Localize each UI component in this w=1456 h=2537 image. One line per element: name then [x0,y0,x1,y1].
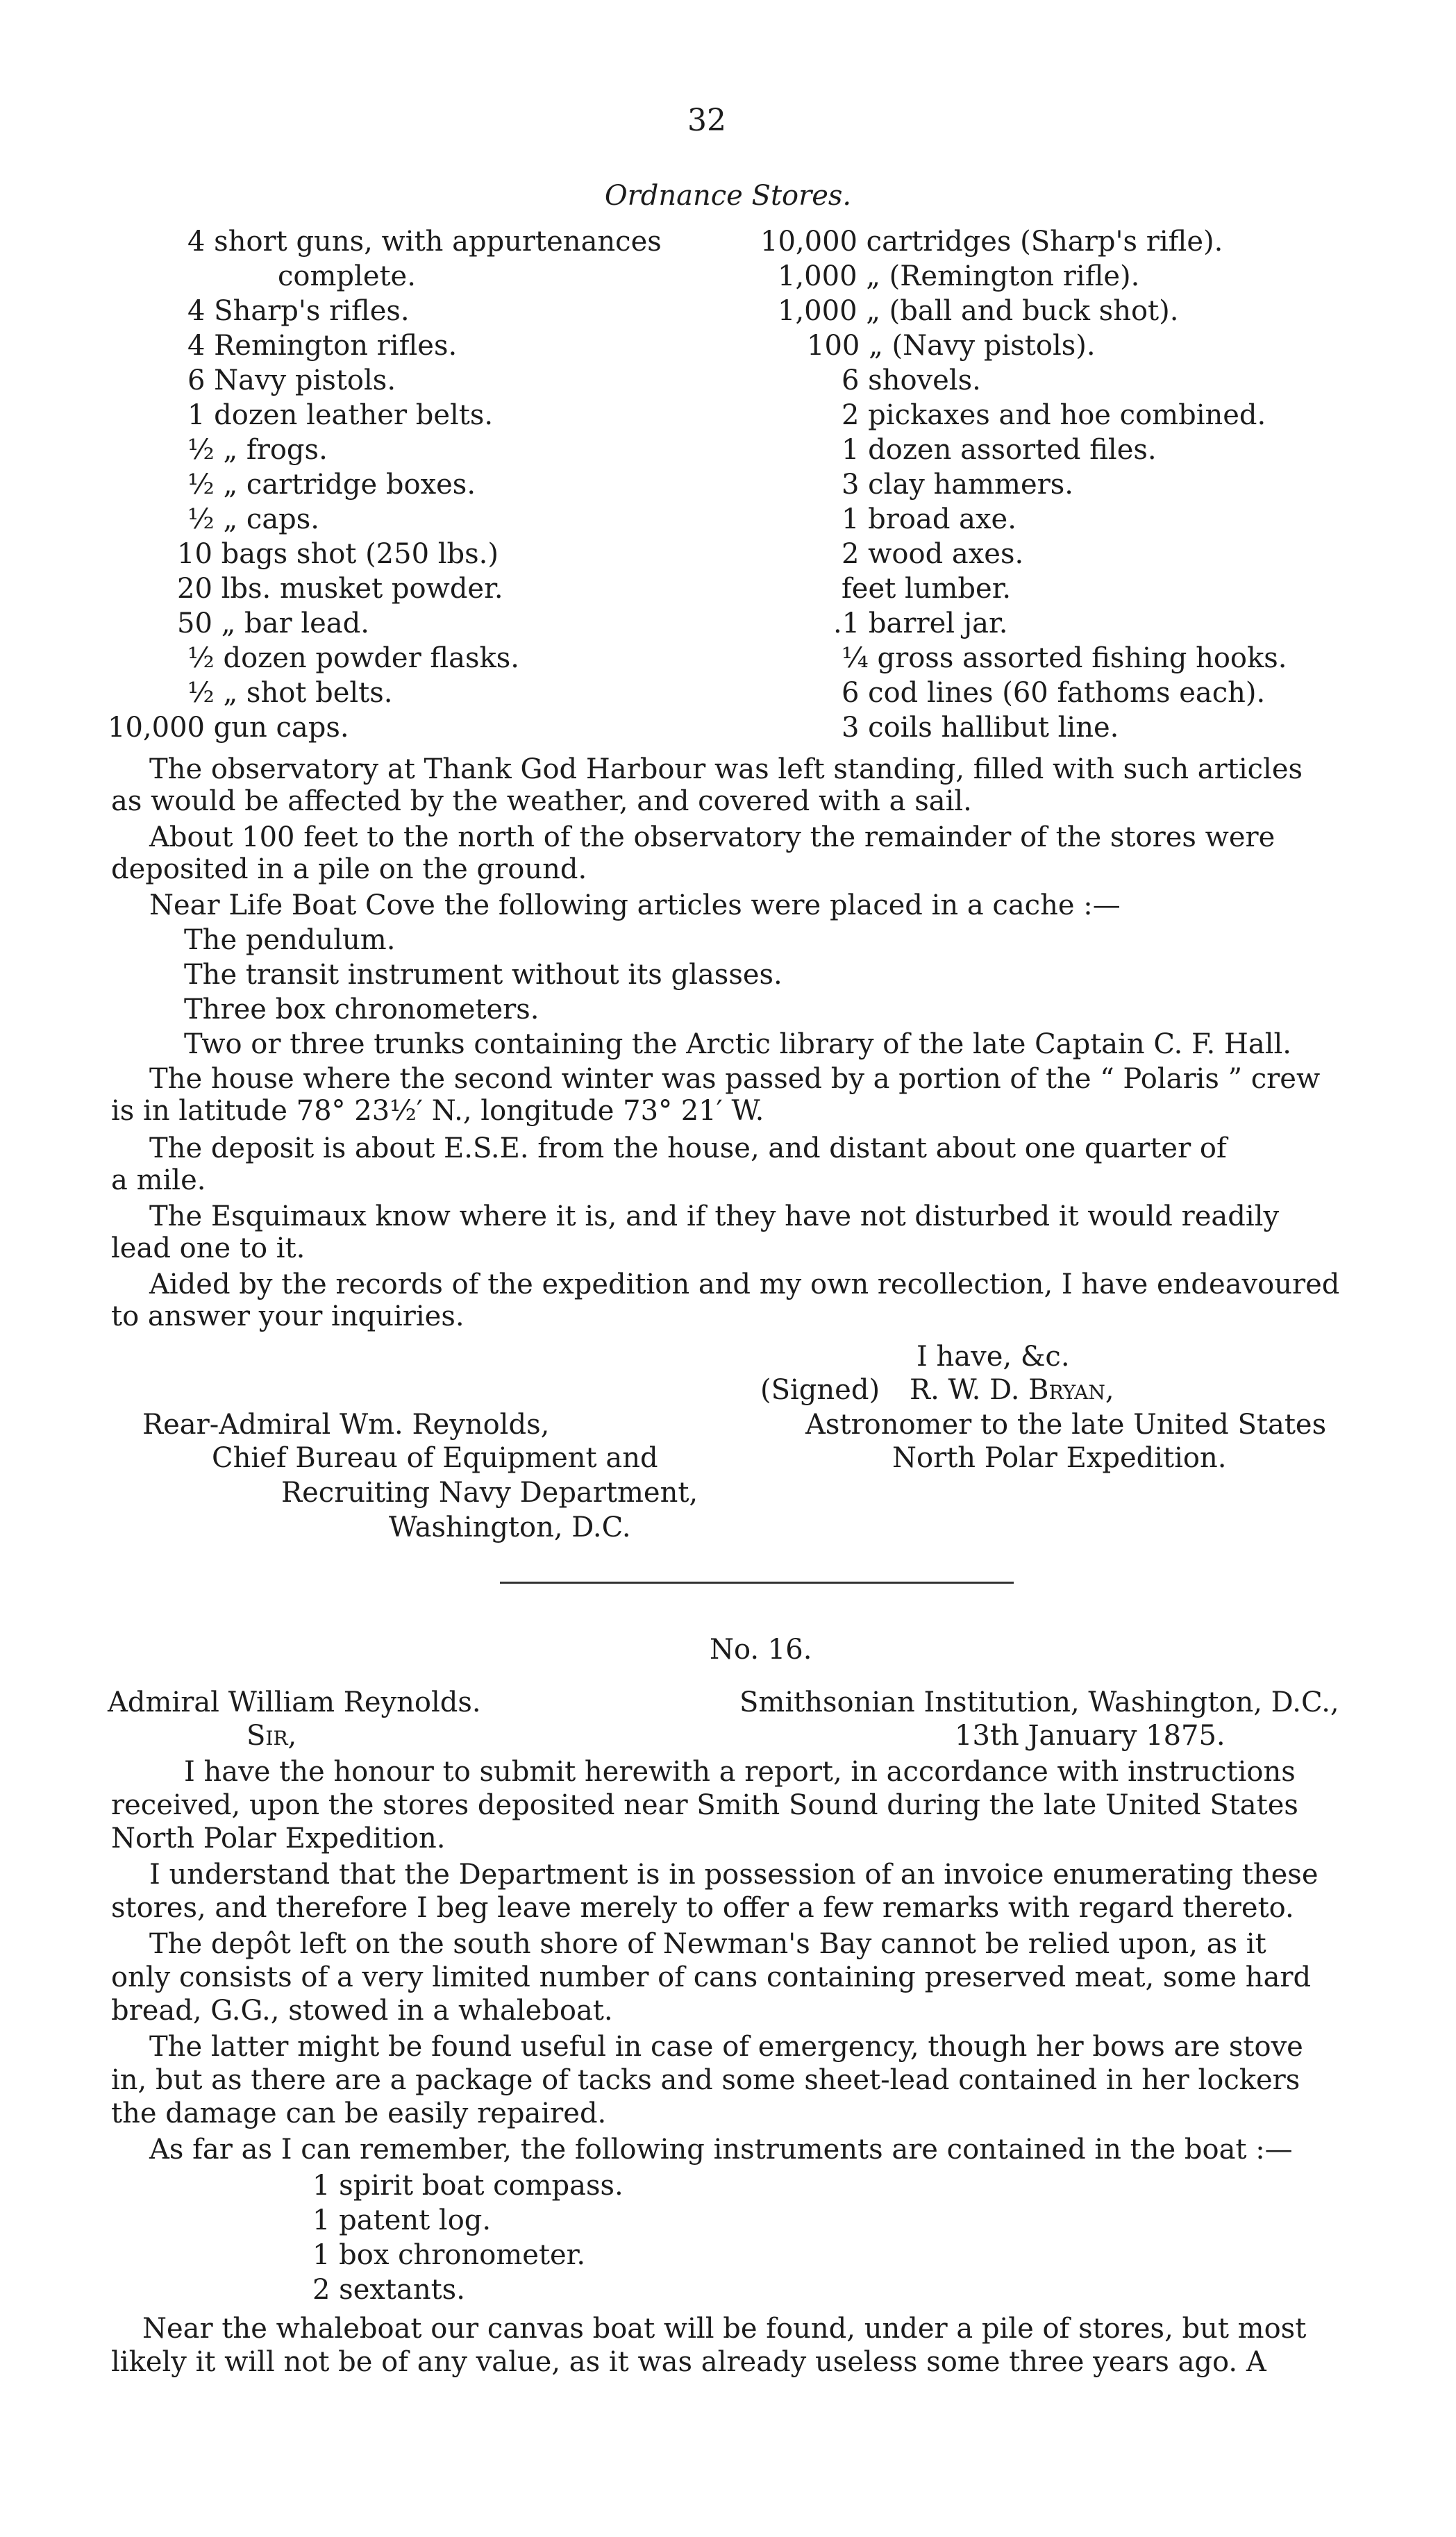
text-line: Two or three trunks containing the Arctic library of the late Captain C. F. Hall. [184,1028,1291,1060]
text-line: the damage can be easily repaired. [111,2098,607,2129]
sender-place: Smithsonian Institution, Washington, D.C., [739,1686,1339,1718]
text-line: The observatory at Thank God Harbour was left standing, filled with such articles [149,753,1303,785]
text-line: 2 sextants. [312,2274,465,2306]
text-line: Near Life Boat Cove the following articles were placed in a cache :— [149,889,1121,921]
signatory-name: R. W. D. Bryan, [910,1374,1114,1406]
salutation: Sir, [246,1720,297,1752]
text-line: The Esquimaux know where it is, and if they have not disturbed it would readily [149,1200,1280,1232]
text-line: to answer your inquiries. [111,1300,465,1332]
text-line: 1 spirit boat compass. [312,2170,624,2202]
text-line: is in latitude 78° 23½′ N., longitude 73° 21′ W. [111,1095,764,1127]
list-item: .1 barrel jar. [833,608,1008,639]
addressee-line: Rear-Admiral Wm. Reynolds, [142,1409,550,1441]
list-item: 2 pickaxes and hoe combined. [842,399,1266,431]
list-item: 1 dozen assorted files. [842,434,1157,466]
list-item: ½ „ caps. [187,503,320,535]
text-line: Three box chronometers. [184,994,539,1025]
list-item: 20 lbs. musket powder. [177,573,503,605]
text-line: bread, G.G., stowed in a whaleboat. [111,1995,613,2027]
text-line: I understand that the Department is in possession of an invoice enumerating these [149,1859,1319,1891]
text-line: The deposit is about E.S.E. from the house, and distant about one quarter of [149,1132,1227,1164]
text-line: likely it will not be of any value, as it was already useless some three years ago. A [111,2346,1266,2378]
text-line: Near the whaleboat our canvas boat will be found, under a pile of stores, but most [142,2313,1307,2345]
text-line: in, but as there are a package of tacks and some sheet-lead contained in her lockers [111,2064,1300,2096]
list-item: 4 Sharp's rifles. [187,295,410,327]
addressee-line: Washington, D.C. [389,1512,631,1543]
list-item: 50 „ bar lead. [177,608,369,639]
text-line: Aided by the records of the expedition and my own recollection, I have endeavoured [149,1268,1340,1300]
section-heading: Ordnance Stores. [604,180,852,212]
list-item: ½ „ cartridge boxes. [187,469,476,501]
signatory-title: North Polar Expedition. [892,1442,1227,1474]
list-item: 3 clay hammers. [842,469,1074,501]
text-line: The house where the second winter was passed by a portion of the “ Polaris ” crew [149,1063,1321,1095]
list-item: 3 coils hallibut line. [842,712,1119,744]
divider [500,1582,1014,1584]
list-item: 10,000 cartridges (Sharp's rifle). [760,226,1223,258]
closing: I have, &c. [917,1341,1070,1373]
text-line: As far as I can remember, the following instruments are contained in the boat :— [149,2134,1293,2166]
text-line: received, upon the stores deposited near Smith Sound during the late United States [111,1789,1298,1821]
text-line: North Polar Expedition. [111,1823,446,1854]
list-item: 2 wood axes. [842,538,1024,570]
text-line: 1 patent log. [312,2204,492,2236]
list-item: complete. [278,260,416,292]
list-item: 6 Navy pistols. [187,365,396,396]
list-item: 1,000 „ (Remington rifle). [778,260,1140,292]
list-item: ½ dozen powder flasks. [187,642,519,674]
text-line: The depôt left on the south shore of Newman's Bay cannot be relied upon, as it [149,1928,1266,1960]
text-line: lead one to it. [111,1232,306,1264]
list-item: ¼ gross assorted fishing hooks. [842,642,1287,674]
signatory-title: Astronomer to the late United States [805,1409,1327,1441]
text-line: The pendulum. [184,924,396,956]
text-line: as would be affected by the weather, and covered with a sail. [111,785,972,817]
addressee-line: Recruiting Navy Department, [281,1477,698,1509]
list-item: 10 bags shot (250 lbs.) [177,538,499,570]
text-line: stores, and therefore I beg leave merely to offer a few remarks with regard thereto. [111,1892,1294,1924]
list-item: 1,000 „ (ball and buck shot). [778,295,1179,327]
list-item: 6 cod lines (60 fathoms each). [842,677,1266,709]
list-item: feet lumber. [842,573,1012,605]
page-number: 32 [687,103,726,138]
signed-label: (Signed) [760,1374,880,1406]
list-item: ½ „ shot belts. [187,677,393,709]
list-item: ½ „ frogs. [187,434,328,466]
list-item: 1 broad axe. [842,503,1016,535]
list-item: 1 dozen leather belts. [187,399,494,431]
text-line: a mile. [111,1164,206,1196]
text-line: deposited in a pile on the ground. [111,853,587,885]
letter-date: 13th January 1875. [955,1720,1225,1752]
recipient: Admiral William Reynolds. [108,1686,481,1718]
text-line: I have the honour to submit herewith a report, in accordance with instructions [184,1756,1296,1788]
text-line: only consists of a very limited number of cans containing preserved meat, some hard [111,1961,1312,1993]
text-line: The transit instrument without its glasses. [184,959,783,991]
list-item: 4 short guns, with appurtenances [187,226,662,258]
letter-number: No. 16. [710,1634,812,1666]
text-line: 1 box chronometer. [312,2239,586,2271]
list-item: 6 shovels. [842,365,981,396]
list-item: 100 „ (Navy pistols). [807,330,1096,362]
list-item: 10,000 gun caps. [108,712,349,744]
list-item: 4 Remington rifles. [187,330,458,362]
addressee-line: Chief Bureau of Equipment and [212,1442,658,1474]
text-line: About 100 feet to the north of the observatory the remainder of the stores were [149,821,1275,853]
text-line: The latter might be found useful in case of emergency, though her bows are stove [149,2031,1303,2063]
